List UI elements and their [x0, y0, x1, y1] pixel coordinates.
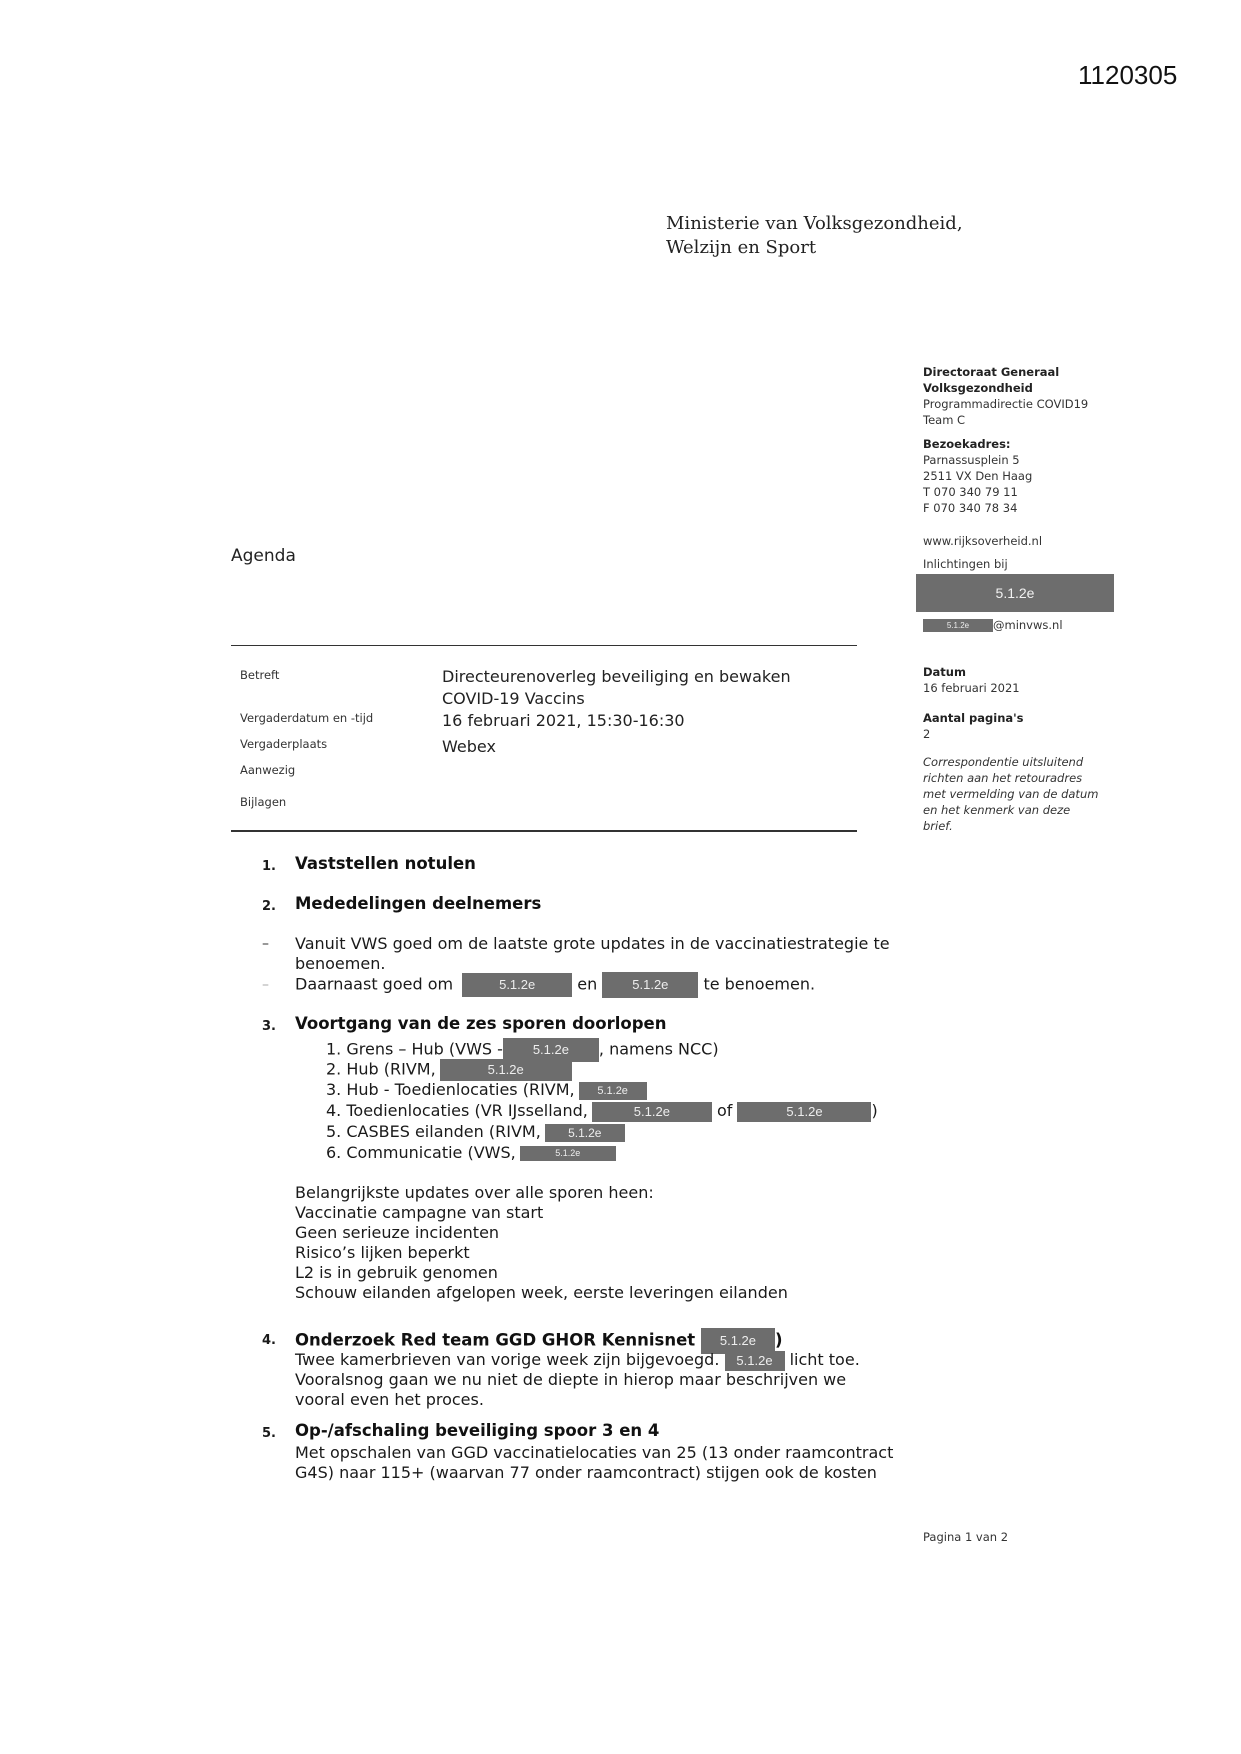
- note-line: richten aan het retouradres: [923, 771, 1083, 785]
- email-suffix: @minvws.nl: [993, 618, 1063, 632]
- update-line: Risico’s lijken beperkt: [295, 1243, 470, 1262]
- redaction-block: 5.1.2e: [545, 1124, 625, 1142]
- text-span: 4. Toedienlocaties (VR IJsselland,: [326, 1101, 588, 1120]
- org-line: Programmadirectie COVID19: [923, 397, 1089, 411]
- text-span: 3. Hub - Toedienlocaties (RIVM,: [326, 1080, 575, 1099]
- text-span: of: [716, 1101, 733, 1120]
- present-label: Aanwezig: [240, 763, 296, 777]
- item-number: 1.: [262, 859, 276, 874]
- item-number: 2.: [262, 899, 276, 914]
- document-number: 1120305: [1078, 60, 1178, 90]
- redaction-block: 5.1.2e: [440, 1059, 572, 1081]
- ministry-line-1: Ministerie van Volksgezondheid,: [666, 213, 963, 234]
- sidebar-organisation: [923, 364, 1088, 428]
- divider: [231, 645, 857, 646]
- fax: F 070 340 78 34: [923, 501, 1018, 515]
- item-text: [295, 1350, 860, 1371]
- redaction-block: 5.1.2e: [916, 574, 1114, 612]
- redaction-block: 5.1.2e: [602, 972, 698, 998]
- redaction-block: 5.1.2e: [701, 1328, 775, 1354]
- sidebar-address: [923, 436, 1032, 516]
- item-heading: Vaststellen notulen: [295, 854, 476, 873]
- place-value: Webex: [442, 737, 496, 756]
- item-heading: Op-/afschaling beveiliging spoor 3 en 4: [295, 1421, 660, 1440]
- pages-label: Aantal pagina's: [923, 711, 1024, 725]
- agenda-title: Agenda: [231, 546, 296, 566]
- track-item: [326, 1143, 616, 1163]
- sidebar-pages: [923, 710, 1024, 742]
- redaction-block: 5.1.2e: [462, 973, 572, 997]
- track-item: [326, 1101, 878, 1122]
- redaction-block: 5.1.2e: [725, 1351, 785, 1371]
- text-span: licht toe.: [789, 1350, 860, 1369]
- text-span: 6. Communicatie (VWS,: [326, 1143, 516, 1162]
- item-text: Met opschalen van GGD vaccinatielocaties van 25 (13 onder raamcontract: [295, 1443, 894, 1462]
- org-line: Volksgezondheid: [923, 381, 1033, 395]
- update-line: Geen serieuze incidenten: [295, 1223, 500, 1242]
- address-line: 2511 VX Den Haag: [923, 469, 1033, 483]
- note-line: en het kenmerk van deze: [923, 803, 1071, 817]
- attachments-label: Bijlagen: [240, 795, 287, 809]
- text-span: 5. CASBES eilanden (RIVM,: [326, 1122, 541, 1141]
- item-number: 4.: [262, 1333, 276, 1348]
- subject-line: Directeurenoverleg beveiliging en bewaken: [442, 667, 791, 686]
- visit-address-label: Bezoekadres:: [923, 437, 1011, 451]
- bullet-text: Vanuit VWS goed om de laatste grote updates in de vaccinatiestrategie te: [295, 934, 890, 953]
- datetime-value: 16 februari 2021, 15:30-16:30: [442, 711, 685, 730]
- track-item: [326, 1122, 625, 1142]
- address-line: Parnassusplein 5: [923, 453, 1020, 467]
- bullet-dash: –: [262, 936, 269, 952]
- redaction-block: 5.1.2e: [923, 619, 993, 632]
- correspondence-note: [923, 754, 1098, 834]
- org-line: Team C: [923, 413, 966, 427]
- item-number: 5.: [262, 1426, 276, 1441]
- bullet-text: [295, 972, 815, 998]
- pages-value: 2: [923, 727, 931, 741]
- bullet-text: benoemen.: [295, 954, 386, 973]
- note-line: brief.: [923, 819, 953, 833]
- updates-intro: Belangrijkste updates over alle sporen heen:: [295, 1183, 654, 1202]
- redaction-block: 5.1.2e: [737, 1102, 871, 1122]
- page-number: Pagina 1 van 2: [923, 1530, 1009, 1544]
- update-line: L2 is in gebruik genomen: [295, 1263, 498, 1282]
- text-span: ): [871, 1101, 878, 1120]
- redaction-block: 5.1.2e: [503, 1038, 599, 1062]
- phone: T 070 340 79 11: [923, 485, 1018, 499]
- sidebar-date: [923, 664, 1020, 696]
- update-line: Schouw eilanden afgelopen week, eerste leveringen eilanden: [295, 1283, 788, 1302]
- date-value: 16 februari 2021: [923, 681, 1020, 695]
- divider: [231, 830, 857, 832]
- contact-email: [923, 618, 1063, 632]
- item-text: G4S) naar 115+ (waarvan 77 onder raamcontract) stijgen ook de kosten: [295, 1463, 877, 1482]
- track-item: [326, 1080, 647, 1100]
- text-span: 2. Hub (RIVM,: [326, 1059, 436, 1079]
- ministry-line-2: Welzijn en Sport: [666, 237, 817, 258]
- text-span: Onderzoek Red team GGD GHOR Kennisnet: [295, 1330, 696, 1350]
- redaction-block: 5.1.2e: [579, 1082, 647, 1100]
- place-label: Vergaderplaats: [240, 737, 328, 751]
- date-label: Datum: [923, 665, 966, 679]
- text-span: te benoemen.: [703, 974, 816, 994]
- subject-value: [442, 666, 791, 710]
- website-link[interactable]: www.rijksoverheid.nl: [923, 534, 1043, 548]
- item-text: vooral even het proces.: [295, 1390, 484, 1409]
- info-label: Inlichtingen bij: [923, 557, 1008, 571]
- org-line: Directoraat Generaal: [923, 365, 1060, 379]
- item-heading: Mededelingen deelnemers: [295, 894, 542, 913]
- text-span: , namens NCC): [598, 1039, 719, 1059]
- subject-line: COVID-19 Vaccins: [442, 689, 585, 708]
- ministry-logo-text: [666, 212, 963, 260]
- track-item: [326, 1059, 572, 1081]
- item-heading: Voortgang van de zes sporen doorlopen: [295, 1014, 667, 1033]
- text-span: ): [774, 1330, 783, 1350]
- bullet-dash: –: [262, 977, 269, 993]
- redaction-block: 5.1.2e: [592, 1102, 712, 1122]
- note-line: Correspondentie uitsluitend: [923, 755, 1084, 769]
- text-span: en: [577, 974, 598, 994]
- subject-label: Betreft: [240, 668, 280, 682]
- text-span: Twee kamerbrieven van vorige week zijn bijgevoegd.: [295, 1350, 720, 1369]
- item-text: Vooralsnog gaan we nu niet de diepte in hierop maar beschrijven we: [295, 1370, 847, 1389]
- datetime-label: Vergaderdatum en -tijd: [240, 711, 374, 725]
- redaction-block: 5.1.2e: [520, 1146, 616, 1161]
- note-line: met vermelding van de datum: [923, 787, 1099, 801]
- item-number: 3.: [262, 1019, 276, 1034]
- text-span: 1. Grens – Hub (VWS -: [326, 1039, 503, 1059]
- text-span: Daarnaast goed om: [295, 974, 454, 994]
- update-line: Vaccinatie campagne van start: [295, 1203, 544, 1222]
